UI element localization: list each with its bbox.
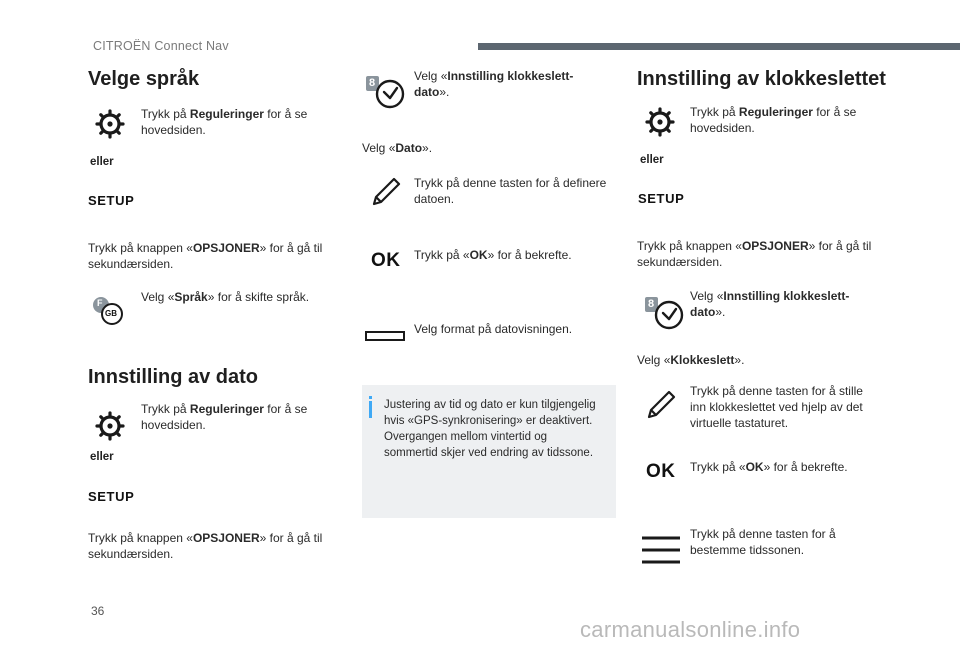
header-bar xyxy=(478,43,960,50)
instruction-date-format: Velg format på datovisningen. xyxy=(414,322,573,336)
instruction-select-language: Velg «Språk» for å skifte språk. xyxy=(141,290,310,304)
instruction-tap-settings: Trykk på Reguleringer for å se hovedsiden. xyxy=(690,105,857,135)
info-icon xyxy=(369,401,372,418)
instruction-set-time: Trykk på denne tasten for å stille inn klokkeslettet ved hjelp av det virtuelle tastaturet. xyxy=(690,384,863,430)
pen-icon xyxy=(370,176,402,208)
or-label: eller xyxy=(90,451,114,463)
setup-button-label: SETUP xyxy=(638,191,685,206)
info-note xyxy=(362,385,616,518)
pen-icon xyxy=(645,389,677,421)
flag-label-f: F xyxy=(97,298,103,308)
brand-header: CITROËN Connect Nav xyxy=(93,39,229,53)
instruction-options: Trykk på knappen «OPSJONER» for å gå til sekundærsiden. xyxy=(637,239,872,269)
menu-icon xyxy=(641,535,681,565)
ok-icon: OK xyxy=(646,461,676,482)
instruction-confirm: Trykk på «OK» for å bekrefte. xyxy=(414,248,572,262)
instruction-timezone: Trykk på denne tasten for å bestemme tidssonen. xyxy=(690,527,836,557)
language-icon xyxy=(91,296,127,326)
gear-icon xyxy=(95,411,125,441)
flag-label-gb: GB xyxy=(105,309,117,318)
clock-badge-number: 8 xyxy=(369,77,376,89)
instruction-options: Trykk på knappen «OPSJONER» for å gå til sekundærsiden. xyxy=(88,241,323,271)
setup-button-label: SETUP xyxy=(88,489,135,504)
gear-icon xyxy=(645,107,675,137)
instruction-select-time: Velg «Klokkeslett». xyxy=(637,353,745,367)
clock-icon xyxy=(366,74,408,110)
info-note-text xyxy=(384,397,609,461)
clock-icon xyxy=(645,295,687,331)
note-line: Justering av tid og dato er kun tilgjengelig xyxy=(384,399,596,411)
instruction-options: Trykk på knappen «OPSJONER» for å gå til sekundærsiden. xyxy=(88,531,323,561)
watermark: carmanualsonline.info xyxy=(580,617,801,642)
instruction-tap-settings: Trykk på Reguleringer for å se hovedsiden. xyxy=(141,402,308,432)
instruction-tap-settings: Trykk på Reguleringer for å se hovedsiden. xyxy=(141,107,308,137)
info-icon-dot xyxy=(369,396,372,399)
instruction-confirm: Trykk på «OK» for å bekrefte. xyxy=(690,460,848,474)
or-label: eller xyxy=(640,154,664,166)
setup-button-label: SETUP xyxy=(88,193,135,208)
instruction-select-date: Velg «Dato». xyxy=(362,141,433,155)
note-line: sommertid skjer ved endring av tidssone. xyxy=(384,447,594,459)
date-format-icon xyxy=(365,330,405,342)
ok-icon: OK xyxy=(371,250,401,271)
section-title-language: Velge språk xyxy=(88,68,200,90)
or-label: eller xyxy=(90,156,114,168)
section-title-time: Innstilling av klokkeslettet xyxy=(637,68,886,90)
instruction-select-clock-date: Velg «Innstilling klokkeslett- dato». xyxy=(690,289,850,319)
note-line: hvis «GPS-synkronisering» er deaktivert. xyxy=(384,415,593,427)
instruction-select-clock-date: Velg «Innstilling klokkeslett- dato». xyxy=(414,69,574,99)
page-number: 36 xyxy=(91,604,105,618)
clock-badge-number: 8 xyxy=(648,298,655,310)
section-title-date: Innstilling av dato xyxy=(88,366,259,388)
note-line: Overgangen mellom vintertid og xyxy=(384,431,547,443)
gear-icon xyxy=(95,109,125,139)
instruction-define-date: Trykk på denne tasten for å definere datoen. xyxy=(414,176,607,206)
